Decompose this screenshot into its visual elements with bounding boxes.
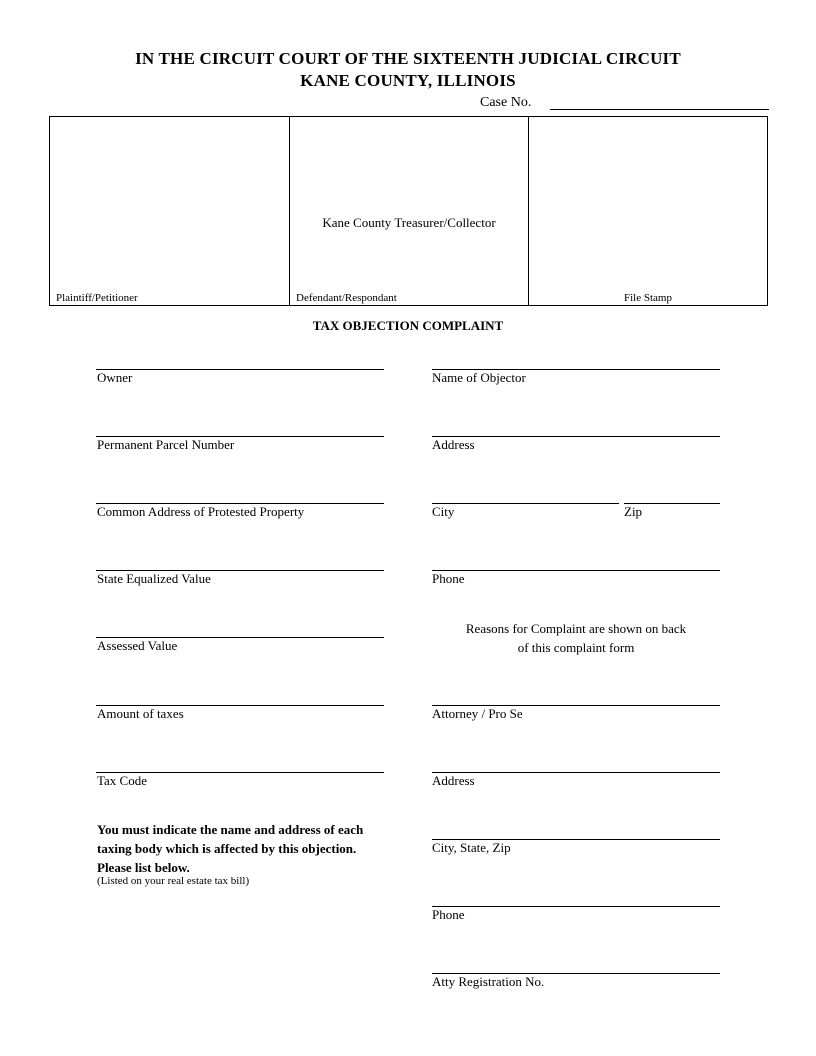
parcel-number-label: Permanent Parcel Number — [97, 437, 235, 452]
county-heading: KANE COUNTY, ILLINOIS — [300, 71, 516, 90]
taxing-body-note: (Listed on your real estate tax bill) — [97, 875, 250, 887]
defendant-label: Defendant/Respondant — [296, 292, 397, 304]
defendant-name: Kane County Treasurer/Collector — [322, 215, 496, 230]
objector-city-label: City — [432, 504, 455, 519]
owner-field[interactable] — [96, 369, 384, 370]
amount-of-taxes-label: Amount of taxes — [97, 706, 184, 721]
assessed-value-label: Assessed Value — [97, 638, 178, 653]
attorney-address-label: Address — [432, 773, 475, 788]
objector-phone-label: Phone — [432, 571, 465, 586]
attorney-phone-field[interactable] — [432, 906, 720, 907]
reasons-line: of this complaint form — [517, 640, 635, 655]
reasons-line: Reasons for Complaint are shown on back — [465, 621, 687, 636]
tax-code-label: Tax Code — [97, 773, 147, 788]
city-state-zip-label: City, State, Zip — [432, 840, 511, 855]
court-heading: IN THE CIRCUIT COURT OF THE SIXTEENTH JUDICIAL CIRCUIT — [135, 49, 681, 68]
objector-name-label: Name of Objector — [432, 370, 526, 385]
attorney-phone-label: Phone — [432, 907, 465, 922]
caption-divider — [528, 117, 529, 305]
form-title: TAX OBJECTION COMPLAINT — [312, 318, 504, 333]
caption-divider — [289, 117, 290, 305]
case-no-field[interactable] — [550, 109, 769, 110]
atty-registration-label: Atty Registration No. — [432, 974, 545, 989]
objector-address-field[interactable] — [432, 436, 720, 437]
attorney-address-field[interactable] — [432, 772, 720, 773]
attorney-label: Attorney / Pro Se — [432, 706, 523, 721]
objector-phone-field[interactable] — [432, 570, 720, 571]
case-no-label: Case No. — [480, 95, 532, 110]
reasons-note — [432, 619, 720, 657]
objector-city-field[interactable] — [432, 503, 619, 504]
taxing-body-instructions: You must indicate the name and address of each taxing body which is affected by this objection. Please list below. — [97, 822, 364, 875]
case-caption-box — [49, 116, 768, 306]
plaintiff-label: Plaintiff/Petitioner — [56, 292, 138, 304]
owner-label: Owner — [97, 370, 133, 385]
objector-zip-label: Zip — [624, 504, 643, 519]
objector-address-label: Address — [432, 437, 475, 452]
common-address-label: Common Address of Protested Property — [97, 504, 305, 519]
file-stamp-label: File Stamp — [624, 292, 672, 304]
state-equalized-value-label: State Equalized Value — [97, 571, 211, 586]
